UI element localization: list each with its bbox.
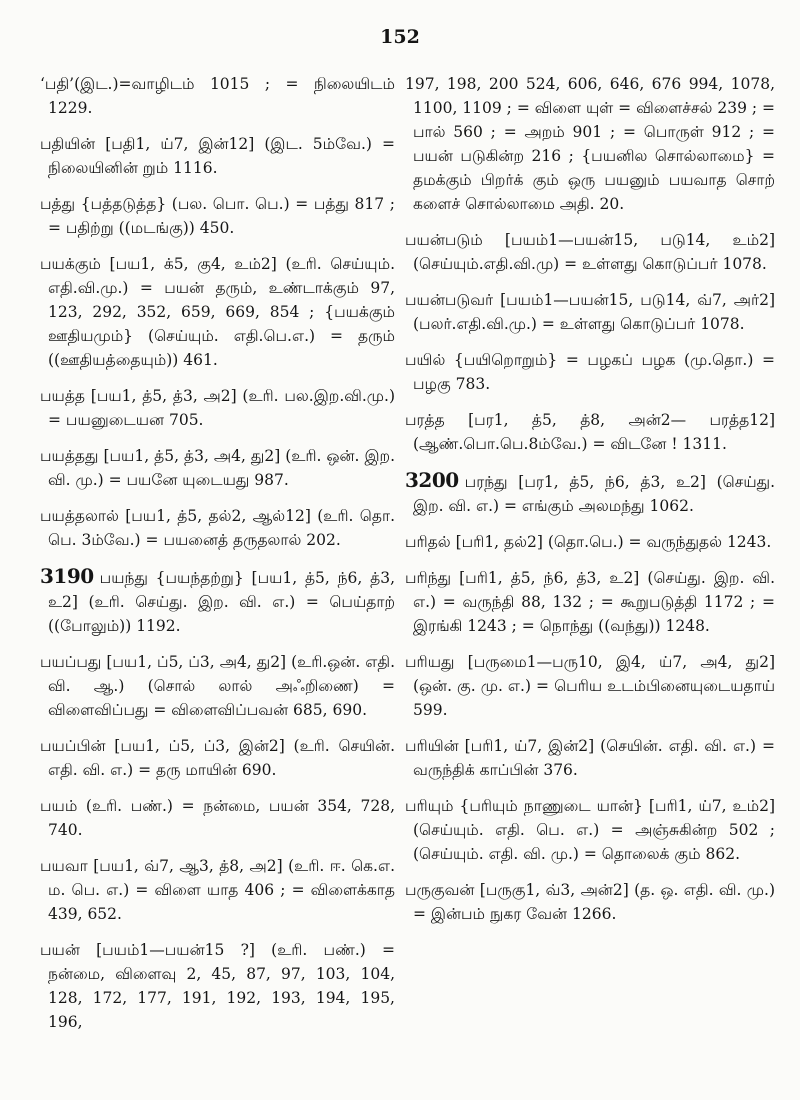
dictionary-entry (405, 734, 775, 782)
entry-body: பரந்து [பர1, த்5, ந்6, த்3, உ2] (செய்து. இற. வி. எ.) = எங்கும் அலமந்து 1062. (413, 473, 775, 515)
dictionary-entry (405, 288, 775, 336)
dictionary-entry (405, 348, 775, 396)
dictionary-entry (405, 228, 775, 276)
dictionary-entry (40, 854, 395, 926)
dictionary-entry (40, 734, 395, 782)
entry-body: பயவா [பய1, வ்7, ஆ3, த்8, அ2] (உரி. ஈ. கெ.எ. ம. பெ. எ.) = விளை யாத 406 ; = விளைக்காத 439, 652. (40, 857, 395, 923)
right-column (405, 72, 775, 938)
entry-number-marker: 3200 (405, 468, 459, 492)
dictionary-entry (40, 564, 395, 638)
entry-text (40, 564, 395, 638)
left-column (40, 72, 395, 1046)
page-number: 152 (380, 26, 420, 48)
entry-body: பயன்படுவர் [பயம்1—பயன்15, படு14, வ்7, அர்2] (பலர்.எதி.வி.மு.) = உள்ளது கொடுப்பர் 1078. (405, 291, 775, 333)
dictionary-entry (405, 72, 775, 216)
entry-text (405, 566, 775, 638)
entry-body: பயத்த [பய1, த்5, த்3, அ2] (உரி. பல.இற.வி.மு.) = பயனுடையன 705. (40, 387, 395, 429)
dictionary-entry (40, 72, 395, 120)
entry-body: பயன்படும் [பயம்1—பயன்15, படு14, உம்2] (செய்யும்.எதி.வி.மு) = உள்ளது கொடுப்பர் 1078. (405, 231, 775, 273)
dictionary-entry (405, 530, 775, 554)
entry-text (405, 72, 775, 216)
dictionary-entry (405, 794, 775, 866)
dictionary-entry (40, 650, 395, 722)
entry-body: பயக்கும் [பய1, க்5, கு4, உம்2] (உரி. செய்யும். எதி.வி.மு.) = பயன் தரும், உண்டாக்கும் 97, 123, 292, 352, 659, 669, 854 ; {பயக்கும் ஊதியமும்} (செய்யும். எதி.பெ.எ.) = தரும் ((ஊதியத்தையும்)) 461. (40, 255, 395, 369)
entry-text (40, 444, 395, 492)
entry-body: பருகுவன் [பருகு1, வ்3, அன்2] (த. ஒ. எதி. வி. மு.) = இன்பம் நுகர வேன் 1266. (405, 881, 775, 923)
entry-text (405, 408, 775, 456)
dictionary-entry (405, 566, 775, 638)
entry-text (405, 878, 775, 926)
entry-body: பரிந்து [பரி1, த்5, ந்6, த்3, உ2] (செய்து. இற. வி. எ.) = வருந்தி 88, 132 ; = கூறுபடுத்தி 1172 ; = இரங்கி 1243 ; = நொந்து ((வந்து)) 1248. (405, 569, 775, 635)
entry-body: பயப்பின் [பய1, ப்5, ப்3, இன்2] (உரி. செயின். எதி. வி. எ.) = தரு மாயின் 690. (40, 737, 395, 779)
entry-body: பயந்து {பயந்தற்று} [பய1, த்5, ந்6, த்3, உ2] (உரி. செய்து. இற. வி. எ.) = பெய்தாற் ((போலும்)) 1192. (48, 569, 395, 635)
entry-body: பயில் {பயிறொறும்} = பழகப் பழக (மு.தொ.) = பழகு 783. (405, 351, 775, 393)
entry-body: பதியின் [பதி1, ய்7, இன்12] (இட. 5ம்வே.) = நிலையினின் றும் 1116. (40, 135, 395, 177)
entry-body: பரியும் {பரியும் நாணுடை யான்} [பரி1, ய்7, உம்2] (செய்யும். எதி. பெ. எ.) = அஞ்சுகின்ற 502 ; (செய்யும். எதி. வி. மு.) = தொலைக் கும் 862. (405, 797, 775, 863)
dictionary-entry (405, 468, 775, 518)
dictionary-entry (40, 504, 395, 552)
entry-text (40, 734, 395, 782)
dictionary-entry (40, 444, 395, 492)
entry-text (405, 734, 775, 782)
entry-text (40, 132, 395, 180)
entry-body: பரத்த [பர1, த்5, த்8, அன்2— பரத்த12] (ஆண்.பொ.பெ.8ம்வே.) = விடனே ! 1311. (405, 411, 775, 453)
entry-body: பயத்தது [பய1, த்5, த்3, அ4, து2] (உரி. ஒன். இற. வி. மு.) = பயனே யுடையது 987. (40, 447, 395, 489)
dictionary-entry (40, 794, 395, 842)
dictionary-entry (40, 938, 395, 1034)
entry-body: பயப்பது [பய1, ப்5, ப்3, அ4, து2] (உரி.ஒன். எதி. வி. ஆ.) (சொல் லால் அஃறிணை) = விளைவிப்பது = விளைவிப்பவன் 685, 690. (40, 653, 395, 719)
entry-number-marker: 3190 (40, 564, 94, 588)
entry-text (40, 192, 395, 240)
entry-text (405, 288, 775, 336)
dictionary-entry (40, 384, 395, 432)
dictionary-entry (405, 650, 775, 722)
entry-text (405, 530, 775, 554)
entry-body: பரியது [பருமை1—பரு10, இ4, ய்7, அ4, து2] (ஒன். கு. மு. எ.) = பெரிய உடம்பினையுடையதாய் 599. (405, 653, 775, 719)
entry-text (405, 650, 775, 722)
entry-body: ‘பதி’(இட.)=வாழிடம் 1015 ; = நிலையிடம் 1229. (40, 75, 395, 117)
entry-body: பயத்தலால் [பய1, த்5, தல்2, ஆல்12] (உரி. தொ. பெ. 3ம்வே.) = பயனைத் தருதலால் 202. (40, 507, 395, 549)
dictionary-entry (40, 192, 395, 240)
entry-body: பரியின் [பரி1, ய்7, இன்2] (செயின். எதி. வி. எ.) = வருந்திக் காப்பின் 376. (405, 737, 775, 779)
entry-text (40, 72, 395, 120)
entry-text (405, 348, 775, 396)
entry-text (40, 938, 395, 1034)
entry-text (405, 794, 775, 866)
dictionary-entry (405, 878, 775, 926)
entry-text (40, 384, 395, 432)
dictionary-entry (405, 408, 775, 456)
entry-text (40, 504, 395, 552)
entry-body: பயம் (உரி. பண்.) = நன்மை, பயன் 354, 728, 740. (40, 797, 395, 839)
entry-body: 197, 198, 200 524, 606, 646, 676 994, 1078, 1100, 1109 ; = விளை யுள் = விளைச்சல் 239 ; = பால் 560 ; = அறம் 901 ; = பொருள் 912 ; = பயன் படுகின்ற 216 ; {பயனில சொல்லாமை} = தமக்கும் பிறர்க் கும் ஒரு பயனும் பயவாத சொற் களைச் சொல்லாமை அதி. 20. (405, 75, 775, 213)
dictionary-entry (40, 132, 395, 180)
dictionary-entry (40, 252, 395, 372)
entry-text (40, 794, 395, 842)
entry-text (405, 228, 775, 276)
entry-body: பரிதல் [பரி1, தல்2] (தொ.பெ.) = வருந்துதல் 1243. (405, 533, 772, 551)
entry-text (40, 252, 395, 372)
entry-body: பத்து {பத்தடுத்த} (பல. பொ. பெ.) = பத்து 817 ; = பதிற்று ((மடங்கு)) 450. (40, 195, 395, 237)
entry-text (405, 468, 775, 518)
entry-text (40, 854, 395, 926)
entry-text (40, 650, 395, 722)
entry-body: பயன் [பயம்1—பயன்15 ?] (உரி. பண்.) = நன்மை, விளைவு 2, 45, 87, 97, 103, 104, 128, 172, 177, 191, 192, 193, 194, 195, 196, (40, 941, 395, 1031)
